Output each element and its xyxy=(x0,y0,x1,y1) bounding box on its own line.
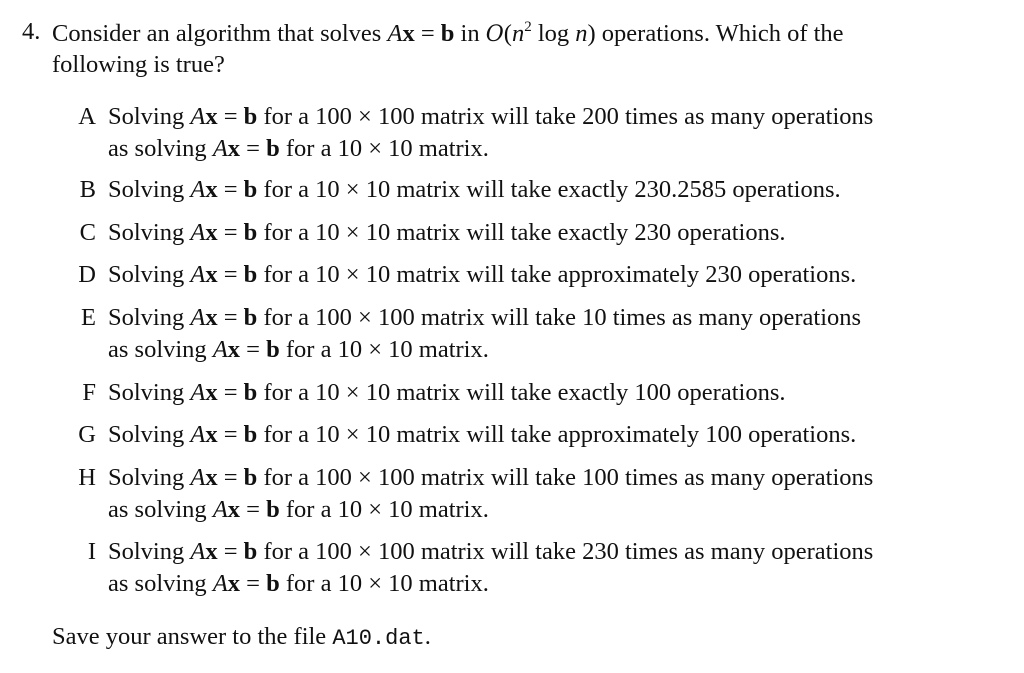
text-segment: b xyxy=(243,304,258,331)
text-segment: . xyxy=(424,623,431,650)
text-segment: O xyxy=(485,22,504,47)
text-segment: Consider an algorithm that solves xyxy=(52,20,388,47)
text-segment: = xyxy=(414,20,441,47)
question-text-line xyxy=(52,20,844,47)
text-segment: b xyxy=(243,538,258,565)
text-segment: for a 10 × 10 matrix. xyxy=(279,496,489,523)
text-segment: Solving xyxy=(108,176,191,203)
text-segment: ( xyxy=(503,20,512,47)
option-text-line xyxy=(108,466,873,491)
text-segment: = xyxy=(240,570,267,597)
text-segment: b xyxy=(243,219,258,246)
option-letter: B xyxy=(79,176,96,203)
footer-instruction xyxy=(52,625,431,650)
text-segment: n xyxy=(575,20,588,47)
text-segment: = xyxy=(217,538,244,565)
text-segment: = xyxy=(217,261,244,288)
text-segment: x xyxy=(205,421,218,448)
text-segment: b xyxy=(266,336,280,363)
text-segment: A xyxy=(212,496,228,523)
text-segment: Solving xyxy=(108,421,191,448)
text-segment: for a 10 × 10 matrix. xyxy=(279,570,489,597)
text-segment: Solving xyxy=(108,538,191,565)
text-segment: A xyxy=(190,261,206,288)
text-segment: A xyxy=(190,219,206,246)
text-segment: x xyxy=(205,379,218,406)
text-segment: x xyxy=(205,103,218,130)
option-text-line xyxy=(108,498,489,523)
option-letter: I xyxy=(87,538,96,565)
text-segment: as solving xyxy=(108,336,213,363)
text-segment: Save your answer to the file xyxy=(52,623,333,650)
text-segment: Solving xyxy=(108,261,191,288)
text-segment: for a 10 × 10 matrix will take exactly 230 operations. xyxy=(257,219,786,246)
text-segment: b xyxy=(266,570,280,597)
text-segment: = xyxy=(217,379,244,406)
text-segment: for a 10 × 10 matrix. xyxy=(279,336,489,363)
text-segment: as solving xyxy=(108,496,213,523)
text-segment: A xyxy=(190,103,206,130)
option-text-line xyxy=(108,572,489,597)
option-text-line xyxy=(108,306,861,331)
option-letter: H xyxy=(78,464,96,491)
text-segment: = xyxy=(217,103,244,130)
option-text-line xyxy=(108,137,489,162)
text-segment: b xyxy=(266,135,280,162)
option-letter: E xyxy=(81,304,96,331)
text-segment: = xyxy=(217,421,244,448)
text-segment: b xyxy=(243,421,258,448)
text-segment: for a 10 × 10 matrix will take exactly 100 operations. xyxy=(257,379,786,406)
text-segment: b xyxy=(243,261,258,288)
option-text-line xyxy=(108,178,841,203)
text-segment: b xyxy=(266,496,280,523)
option-letter: A xyxy=(78,103,96,130)
text-segment: A xyxy=(190,304,206,331)
text-segment: = xyxy=(240,336,267,363)
text-segment: log xyxy=(531,20,576,47)
text-segment: = xyxy=(217,219,244,246)
text-segment: for a 10 × 10 matrix will take approximately 100 operations. xyxy=(257,421,857,448)
text-segment: x xyxy=(205,464,218,491)
option-text-line xyxy=(108,221,786,246)
filename: A10.dat xyxy=(332,626,425,651)
text-segment: for a 10 × 10 matrix will take approximately 230 operations. xyxy=(257,261,857,288)
text-segment: b xyxy=(243,176,258,203)
text-segment: A xyxy=(212,135,228,162)
text-segment: x xyxy=(227,570,241,597)
text-segment: for a 100 × 100 matrix will take 200 times as many operations xyxy=(257,103,874,130)
text-segment: for a 10 × 10 matrix. xyxy=(279,135,489,162)
text-segment: x xyxy=(227,135,241,162)
text-segment: A xyxy=(190,379,206,406)
text-segment: x xyxy=(205,219,218,246)
text-segment: n xyxy=(511,20,525,47)
option-letter: G xyxy=(78,421,96,448)
text-segment: for a 10 × 10 matrix will take exactly 230.2585 operations. xyxy=(257,176,841,203)
option-letter: F xyxy=(82,379,96,406)
text-segment: ) operations. Which of the xyxy=(587,20,844,47)
text-segment: A xyxy=(387,20,403,47)
text-segment: = xyxy=(240,135,267,162)
text-segment: as solving xyxy=(108,135,213,162)
text-segment: = xyxy=(217,176,244,203)
text-segment: as solving xyxy=(108,570,213,597)
text-segment: Solving xyxy=(108,103,191,130)
option-text-line xyxy=(108,381,786,406)
text-segment: = xyxy=(240,496,267,523)
option-text-line xyxy=(108,540,873,565)
option-text-line xyxy=(108,423,856,448)
text-segment: x xyxy=(205,538,218,565)
text-segment: = xyxy=(217,464,244,491)
text-segment: A xyxy=(190,176,206,203)
option-letter: C xyxy=(79,219,96,246)
question-text-line xyxy=(52,53,225,78)
text-segment: = xyxy=(217,304,244,331)
text-segment: x xyxy=(402,20,415,47)
option-text-line xyxy=(108,105,873,130)
text-segment: Solving xyxy=(108,379,191,406)
text-segment: x xyxy=(227,496,241,523)
text-segment: for a 100 × 100 matrix will take 230 times as many operations xyxy=(257,538,874,565)
text-segment: A xyxy=(212,336,228,363)
text-segment: Solving xyxy=(108,219,191,246)
text-segment: Solving xyxy=(108,304,191,331)
text-segment: following is true? xyxy=(52,51,225,78)
text-segment: x xyxy=(227,336,241,363)
text-segment: A xyxy=(190,464,206,491)
text-segment: x xyxy=(205,176,218,203)
text-segment: A xyxy=(212,570,228,597)
text-segment: b xyxy=(243,464,258,491)
text-segment: b xyxy=(243,379,258,406)
text-segment: 2 xyxy=(524,19,532,35)
text-segment: b xyxy=(440,20,455,47)
option-text-line xyxy=(108,338,489,363)
text-segment: Solving xyxy=(108,464,191,491)
question-number: 4. xyxy=(22,18,41,45)
text-segment: A xyxy=(190,538,206,565)
text-segment: in xyxy=(454,20,486,47)
option-text-line xyxy=(108,263,856,288)
text-segment: x xyxy=(205,261,218,288)
text-segment: b xyxy=(243,103,258,130)
text-segment: for a 100 × 100 matrix will take 100 times as many operations xyxy=(257,464,874,491)
text-segment: x xyxy=(205,304,218,331)
text-segment: A xyxy=(190,421,206,448)
option-letter: D xyxy=(78,261,96,288)
text-segment: for a 100 × 100 matrix will take 10 times as many operations xyxy=(257,304,862,331)
